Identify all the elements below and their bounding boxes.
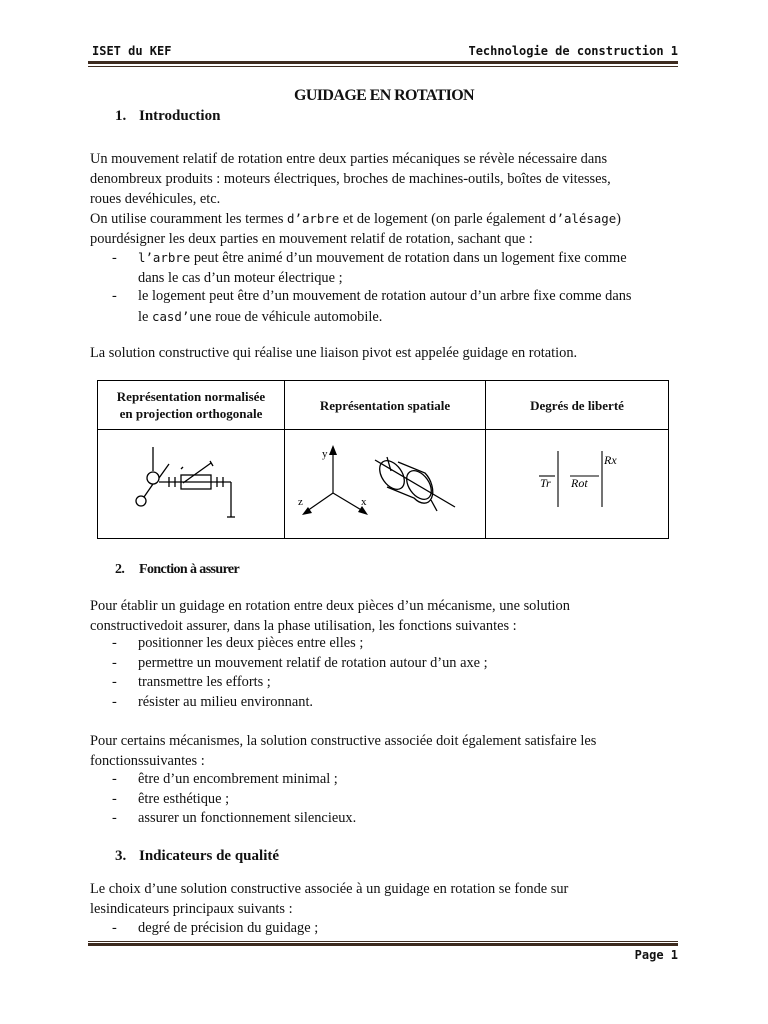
text-line: roues devéhicules, etc. [90, 190, 221, 207]
pivot-symbol-cell [98, 430, 285, 539]
list-item: - être esthétique ; [112, 791, 230, 807]
page-title: GUIDAGE EN ROTATION [293, 87, 475, 104]
intro-paragraph-2 [90, 209, 690, 250]
header-rule-thin [88, 66, 678, 67]
text-line: On utilise couramment les termes d’arbre et de logement (on parle également d’alésage) [90, 211, 621, 227]
header-left: ISET du KEF [92, 44, 172, 58]
list-item: - transmettre les efforts ; [112, 674, 271, 690]
section-title: Fonction à assurer [139, 562, 240, 577]
list-item: - l’arbre peut être animé d’un mouvement de rotation dans un logement fixe comme dans le cas d’un moteur électrique ; [112, 250, 627, 286]
section-number: 2. [115, 562, 125, 577]
list-item: - le logement peut être d’un mouvement de rotation autour d’un arbre fixe comme dans le casd’une roue de véhicule automobile. [112, 288, 632, 325]
table-header-dof: Degrés de liberté [486, 381, 669, 430]
dof-tr-label: Tr [540, 475, 551, 490]
text-line: denombreux produits : moteurs électriques, broches de machines-outils, boîtes de vitesses, [90, 170, 611, 187]
axis-y-label: y [322, 447, 328, 460]
section-1-heading [115, 108, 220, 125]
spatial-axes-diagram [295, 437, 475, 527]
function-paragraph-1 [90, 597, 690, 637]
text-line: pourdésigner les deux parties en mouvement relatif de rotation, sachant que : [90, 230, 533, 247]
footer-rule [88, 943, 678, 946]
dof-rot-label: Rot [571, 475, 588, 490]
list-item: - résister au milieu environnant. [112, 694, 314, 710]
text-line: Le choix d’une solution constructive associée à un guidage en rotation se fonde sur [90, 881, 569, 897]
header-right: Technologie de construction 1 [468, 44, 678, 58]
text-line: constructivedoit assurer, dans la phase utilisation, les fonctions suivantes : [90, 617, 517, 634]
table-header-spatial: Représentation spatiale [285, 381, 486, 430]
list-item: - positionner les deux pièces entre elles ; [112, 635, 364, 651]
degrees-of-freedom-cell [486, 430, 669, 539]
intro-paragraph-3: La solution constructive qui réalise une liaison pivot est appelée guidage en rotation. [90, 345, 578, 361]
section-title: Introduction [139, 108, 221, 124]
section-2-heading [115, 562, 239, 578]
section-3-heading [115, 848, 279, 865]
footer-rule-thin [88, 941, 678, 942]
axis-x-label: x [361, 495, 367, 508]
page-number: Page 1 [634, 948, 678, 962]
representation-table [97, 380, 669, 539]
text-line: Pour certains mécanismes, la solution constructive associée doit également satisfaire les [90, 733, 597, 749]
list-item: - degré de précision du guidage ; [112, 920, 319, 936]
list-item: - permettre un mouvement relatif de rotation autour d’un axe ; [112, 655, 488, 671]
header-rule [88, 61, 678, 64]
dof-matrix [517, 437, 637, 527]
text-line: Pour établir un guidage en rotation entre deux pièces d’un mécanisme, une solution [90, 598, 570, 614]
table-header-orthogonal: Représentation normalisée en projection orthogonale [98, 381, 285, 430]
spatial-representation-cell [285, 430, 486, 539]
text-line: lesindicateurs principaux suivants : [90, 900, 293, 917]
section-number: 1. [115, 108, 127, 124]
dof-rx-label: Rx [604, 452, 617, 467]
list-item: - être d’un encombrement minimal ; [112, 771, 338, 787]
function-paragraph-2 [90, 732, 690, 772]
text-line: fonctionssuivantes : [90, 752, 205, 769]
axis-z-label: z [298, 495, 303, 508]
section-number: 3. [115, 848, 127, 864]
intro-paragraph-1 [90, 150, 690, 209]
section-title: Indicateurs de qualité [139, 848, 280, 864]
list-item: - assurer un fonctionnement silencieux. [112, 810, 357, 826]
pivot-symbol-diagram [131, 437, 251, 527]
quality-paragraph [90, 880, 690, 920]
text-line: Un mouvement relatif de rotation entre deux parties mécaniques se révèle nécessaire dans [90, 151, 608, 167]
